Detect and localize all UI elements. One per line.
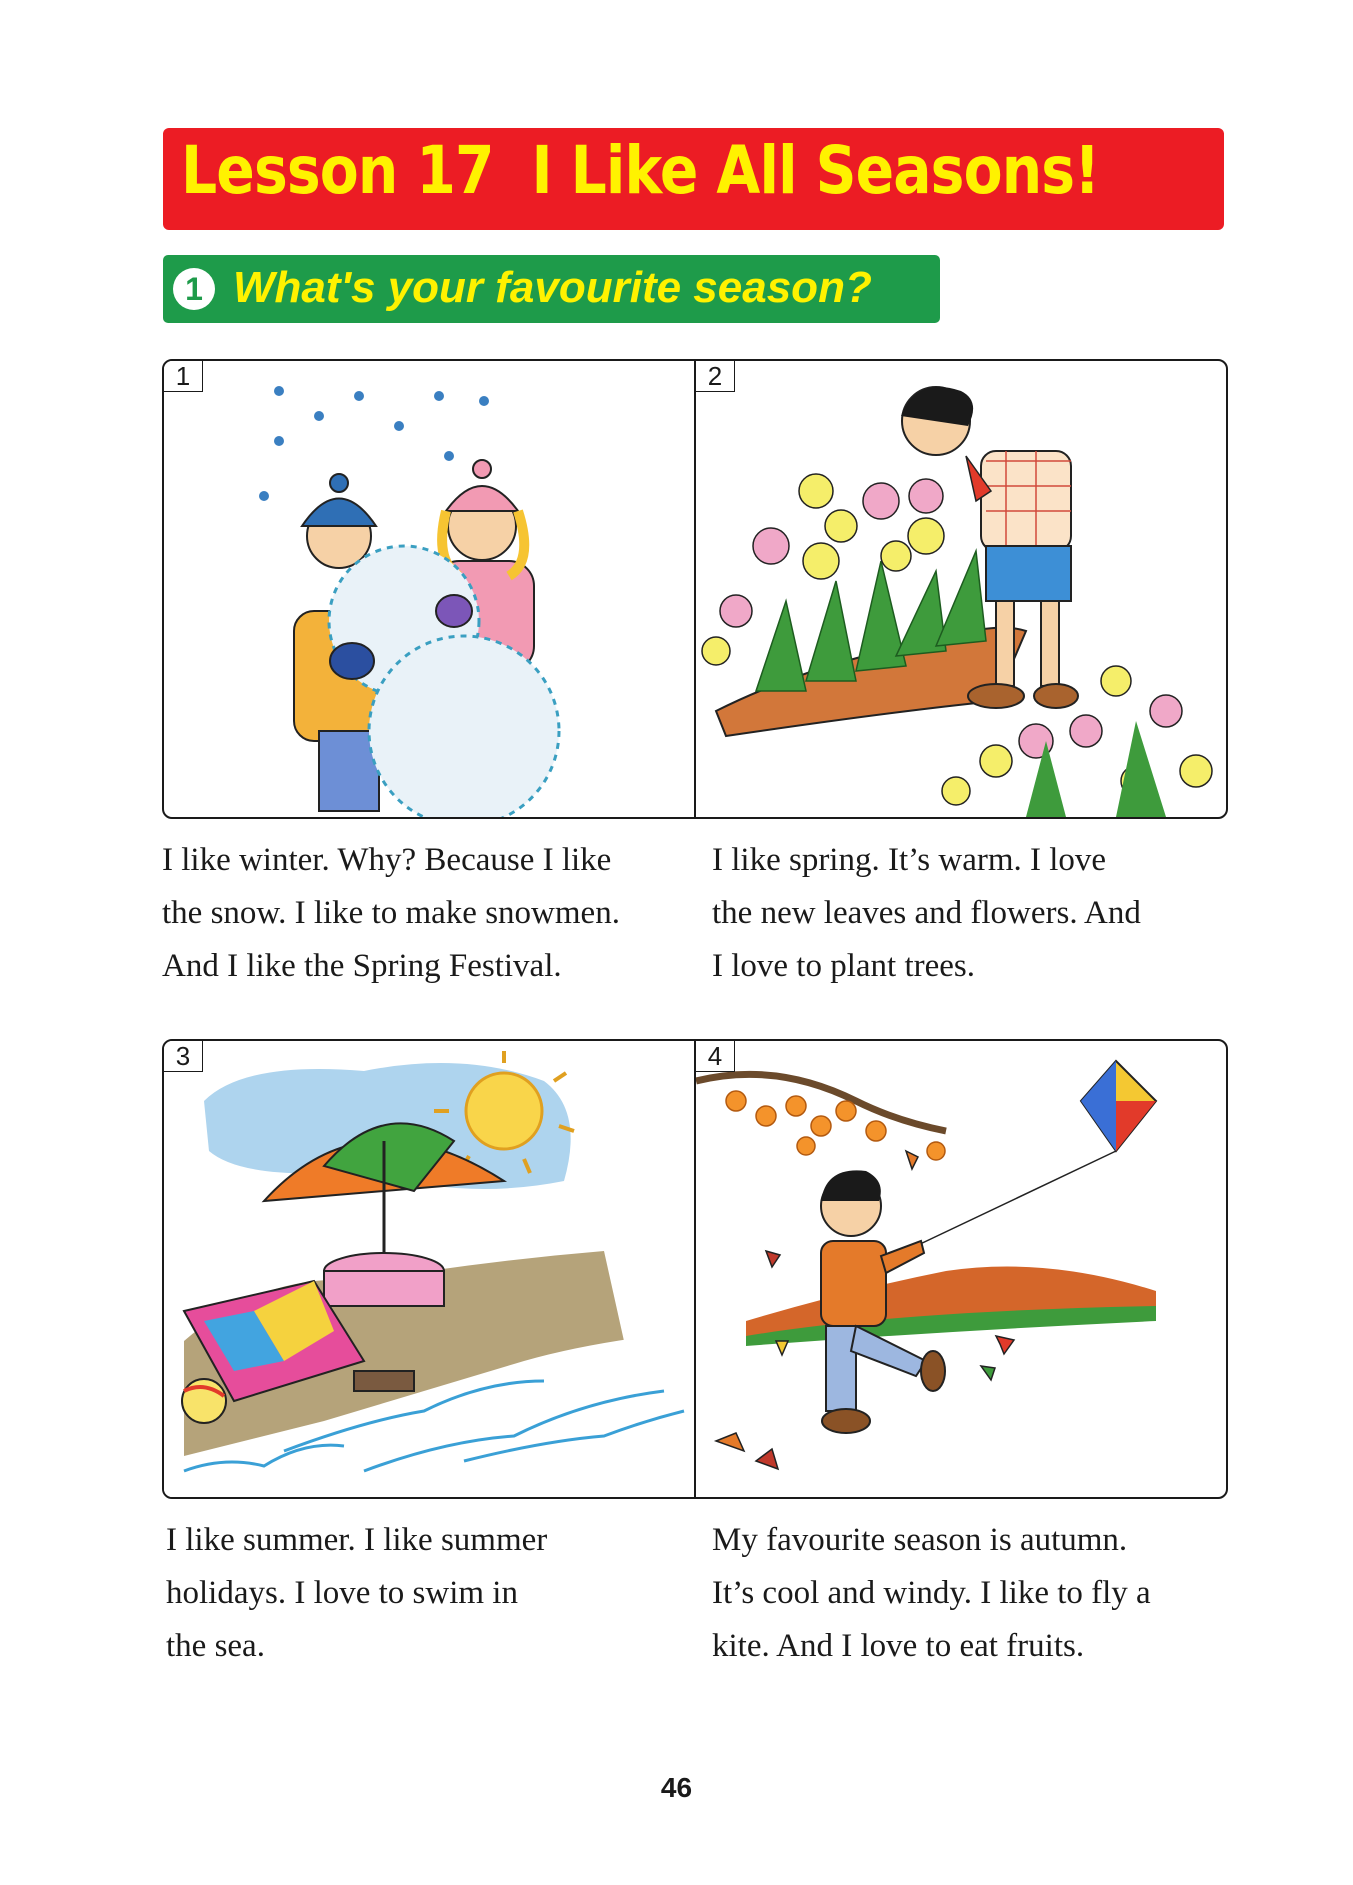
caption-line: And I like the Spring Festival.	[162, 948, 562, 984]
lesson-title-bar	[163, 128, 1224, 230]
caption-line: It’s cool and windy. I like to fly a	[712, 1575, 1151, 1611]
caption-spring	[712, 834, 1257, 993]
caption-winter	[162, 834, 707, 993]
lesson-title: Lesson 17 I Like All Seasons!	[181, 132, 1100, 209]
section-question: What's your favourite season?	[233, 263, 872, 312]
panel-number-tag: 2	[696, 361, 735, 392]
panel-row-bottom	[162, 1039, 1228, 1499]
caption-line: I love to plant trees.	[712, 948, 976, 984]
caption-line: the new leaves and flowers. And	[712, 895, 1141, 931]
caption-line: the sea.	[166, 1628, 265, 1664]
panel-number-tag: 4	[696, 1041, 735, 1072]
section-heading	[163, 255, 940, 323]
winter-snowman-illustration	[164, 361, 694, 817]
caption-line: My favourite season is autumn.	[712, 1522, 1128, 1558]
caption-summer	[166, 1514, 711, 1673]
section-number-badge: 1	[173, 268, 215, 310]
summer-beach-illustration	[164, 1041, 694, 1497]
caption-line: I like summer. I like summer	[166, 1522, 548, 1558]
panel-spring	[696, 361, 1226, 817]
panel-winter	[164, 361, 694, 817]
autumn-kite-illustration	[696, 1041, 1226, 1497]
panel-number-tag: 1	[164, 361, 203, 392]
caption-line: holidays. I love to swim in	[166, 1575, 518, 1611]
panel-summer	[164, 1041, 694, 1497]
panel-autumn	[696, 1041, 1226, 1497]
caption-line: the snow. I like to make snowmen.	[162, 895, 620, 931]
page-number: 46	[660, 1772, 693, 1803]
caption-line: kite. And I love to eat fruits.	[712, 1628, 1085, 1664]
spring-flowers-illustration	[696, 361, 1226, 817]
caption-line: I like spring. It’s warm. I love	[712, 842, 1107, 878]
panel-number-tag: 3	[164, 1041, 203, 1072]
caption-line: I like winter. Why? Because I like	[162, 842, 612, 878]
panel-row-top	[162, 359, 1228, 819]
caption-autumn	[712, 1514, 1257, 1673]
